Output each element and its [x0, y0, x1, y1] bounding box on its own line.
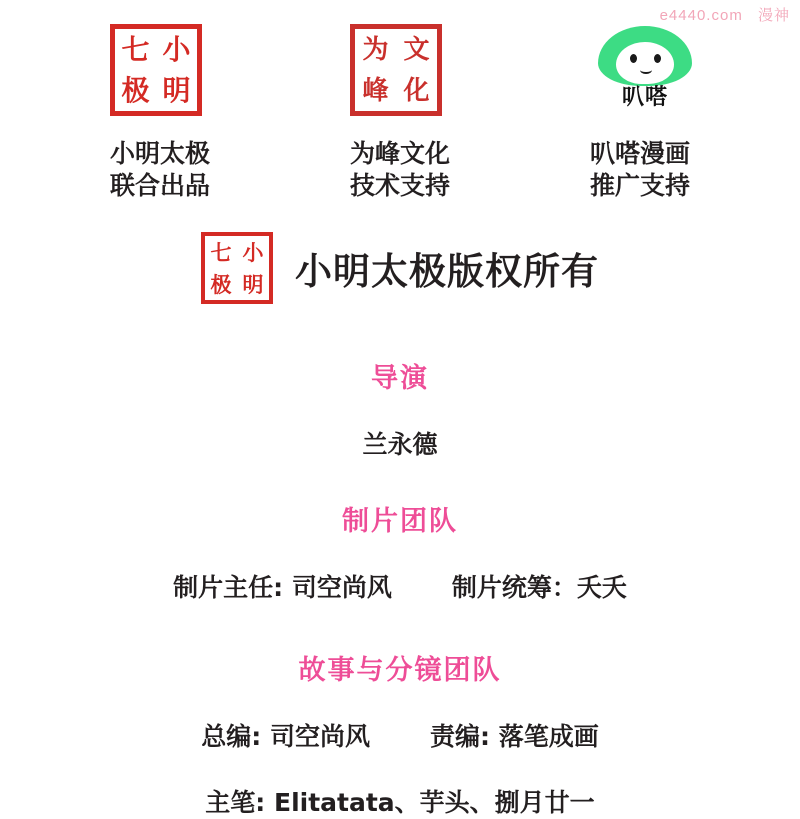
- partner-stamp-weifeng: [310, 24, 490, 202]
- credits-production-role-2: 制片统筹：夭夭: [451, 573, 627, 602]
- watermark-cn: 漫神: [757, 7, 790, 24]
- credits-story-row: [0, 717, 800, 753]
- watermark: [660, 4, 790, 25]
- red-seal-icon: [110, 24, 202, 116]
- stamp-caption: [110, 138, 210, 202]
- stamp-caption-line2: 技术支持: [349, 171, 450, 200]
- stamp-art: [350, 24, 450, 124]
- seal-char: 小: [242, 239, 264, 265]
- mascot-eye-left: [630, 54, 637, 63]
- stamp-art: [110, 24, 210, 124]
- credits-production-role-1: 制片主任: 司空尚风: [173, 573, 392, 602]
- credits-story-role-3: 主笔: Elitatata、芋头、捌月廿一: [205, 788, 595, 817]
- mascot-face: [616, 42, 674, 84]
- mascot-eye-right: [654, 54, 661, 63]
- seal-char: 为: [362, 34, 389, 65]
- credits-block: [0, 356, 800, 819]
- stamp-caption-line1: 为峰文化: [349, 139, 450, 168]
- stamp-caption-line1: 叭嗒漫画: [589, 139, 690, 168]
- seal-char: 峰: [362, 75, 389, 106]
- seal-char: 七: [210, 239, 232, 265]
- partner-stamp-row: [0, 24, 800, 202]
- copyright-row: [0, 232, 800, 304]
- seal-char: 化: [403, 75, 430, 106]
- bada-mascot-icon: [590, 24, 700, 120]
- seal-char: 明: [162, 73, 191, 107]
- credits-story-role-2: 责编: 落笔成画: [430, 722, 599, 751]
- credits-story-role-1: 总编: 司空尚风: [201, 722, 370, 751]
- credits-production-row: [0, 568, 800, 604]
- mascot-mouth: [640, 66, 652, 74]
- seal-char: 七: [121, 32, 150, 66]
- credits-heading-production: 制片团队: [342, 506, 458, 537]
- stamp-caption-line2: 联合出品: [109, 171, 210, 200]
- stamp-caption-line1: 小明太极: [109, 139, 210, 168]
- credits-heading-story: 故事与分镜团队: [298, 655, 502, 686]
- red-seal-icon: [201, 232, 273, 304]
- seal-char: 极: [121, 73, 150, 107]
- copyright-text: 小明太极版权所有: [295, 250, 599, 293]
- stamp-caption-line2: 推广支持: [589, 171, 690, 200]
- seal-char: 文: [403, 34, 430, 65]
- bada-brand-text: 叭嗒: [621, 85, 668, 110]
- red-seal-icon: [350, 24, 442, 116]
- credits-director-name: 兰永德: [362, 430, 438, 459]
- seal-char: 小: [162, 32, 191, 66]
- stamp-caption: [350, 138, 450, 202]
- watermark-site: e4440.com: [659, 7, 743, 24]
- seal-char: 极: [210, 271, 232, 297]
- partner-stamp-bada: [550, 24, 730, 202]
- credits-heading-director: 导演: [371, 363, 429, 394]
- partner-stamp-xiaoming: [70, 24, 250, 202]
- stamp-caption: [590, 138, 690, 202]
- stamp-art: [590, 24, 690, 124]
- seal-char: 明: [242, 271, 264, 297]
